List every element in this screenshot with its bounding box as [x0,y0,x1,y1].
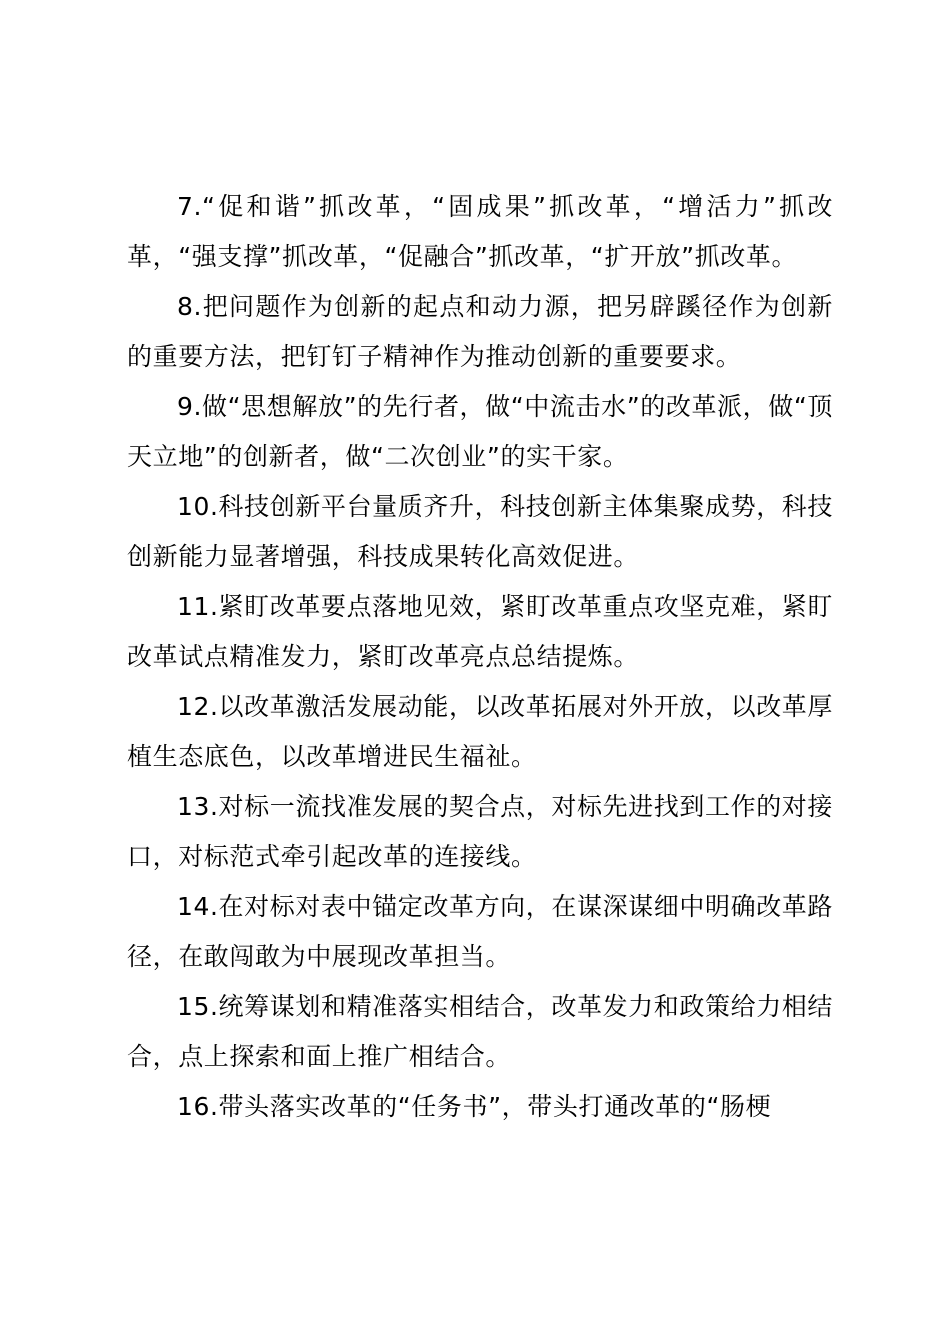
paragraph-13: 13.对标一流找准发展的契合点，对标先进找到工作的对接口，对标范式牵引起改革的连接线。 [127,792,833,871]
document-page [127,182,833,1132]
paragraph-11: 11.紧盯改革要点落地见效，紧盯改革重点攻坚克难，紧盯改革试点精准发力，紧盯改革亮点总结提炼。 [127,592,833,671]
paragraph-9: 9.做“思想解放”的先行者，做“中流击水”的改革派，做“顶天立地”的创新者，做“二次创业”的实干家。 [127,392,834,471]
paragraph-15: 15.统筹谋划和精准落实相结合，改革发力和政策给力相结合，点上探索和面上推广相结合。 [127,992,833,1071]
paragraph-12: 12.以改革激活发展动能，以改革拓展对外开放，以改革厚植生态底色，以改革增进民生福祉。 [127,692,833,771]
paragraph-8: 8.把问题作为创新的起点和动力源，把另辟蹊径作为创新的重要方法，把钉钉子精神作为推动创新的重要要求。 [127,292,833,371]
paragraph-10: 10.科技创新平台量质齐升，科技创新主体集聚成势，科技创新能力显著增强，科技成果转化高效促进。 [127,492,833,571]
paragraph-7: 7.“促和谐”抓改革，“固成果”抓改革，“增活力”抓改革，“强支撑”抓改革，“促融合”抓改革，“扩开放”抓改革。 [127,192,833,271]
paragraph-16: 16.带头落实改革的“任务书”，带头打通改革的“肠梗 [177,1092,772,1121]
paragraph-14: 14.在对标对表中锚定改革方向，在谋深谋细中明确改革路径，在敢闯敢为中展现改革担当。 [127,892,833,971]
